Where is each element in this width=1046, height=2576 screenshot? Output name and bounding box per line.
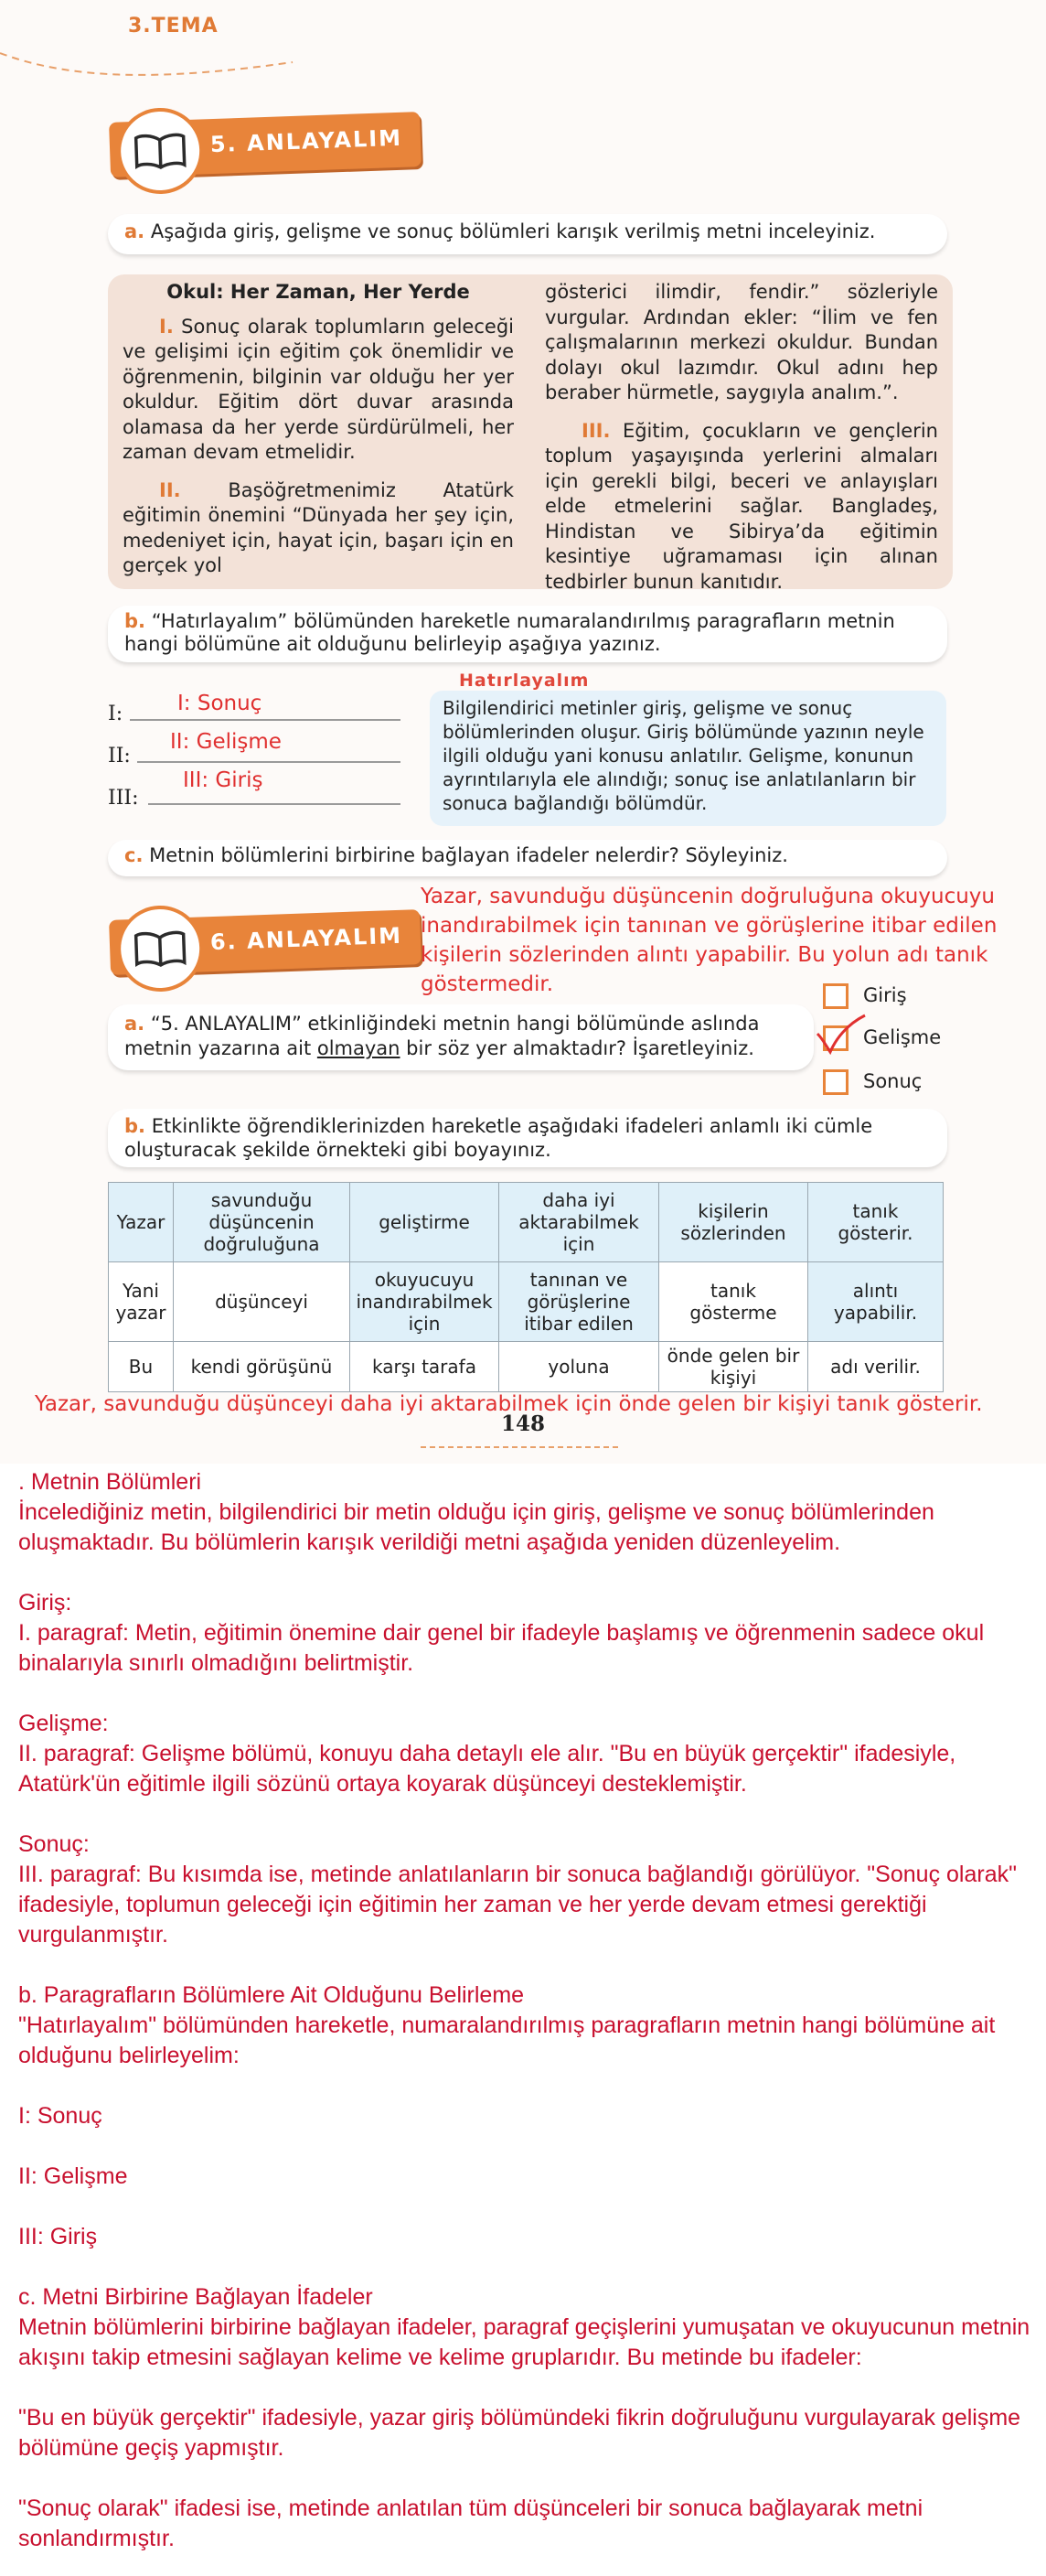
answer-line-1[interactable]	[130, 719, 400, 721]
hint-box	[430, 691, 946, 826]
table-cell[interactable]: kişilerin sözlerinden	[659, 1183, 808, 1262]
paragraph-1-number: I.	[159, 315, 174, 338]
question-5b	[108, 606, 947, 662]
hint-text: Bilgilendirici metinler giriş, gelişme ve sonuç bölümlerinden oluşur. Giriş bölümünde yazının neyle ilgili olduğu yani konusu anlatılır. Gelişme, konunun ayrıntılarıyla ele alındığı; sonuç ise anlatılanların bir sonuca bağlandığı bölümdür.	[443, 697, 924, 814]
paragraph-1-text: Sonuç olarak toplumların geleceği ve gelişimi için eğitim çok önemlidir ve öğrenmenin, bilginin var olduğu her yer okuldur. Eğitim dört duvar arasında olamasa da her yerde sürdürülmeli, her zaman devam etmelidir.	[123, 315, 514, 463]
question-label: b.	[124, 1115, 146, 1137]
answer-heading-1: . Metnin Bölümleri	[18, 1469, 202, 1495]
answer-paragraph: II. paragraf: Gelişme bölümü, konuyu daha detaylı ele alır. "Bu en büyük gerçektir" ifadesiyle, Atatürk'ün eğitimle ilgili sözünü ortaya koyarak düşünceyi desteklemiştir.	[18, 1741, 956, 1797]
answer-line-3[interactable]	[148, 803, 400, 805]
option-giris: Giriş	[863, 984, 907, 1006]
question-5a	[108, 214, 947, 254]
answer-heading: c. Metni Birbirine Bağlayan İfadeler	[18, 2284, 373, 2310]
answer-paragraph: I. paragraf: Metin, eğitimin önemine dair genel bir ifadeyle başlamış ve öğrenmenin sadece okul binalarıyla sınırlı olmadığını belirtmiştir.	[18, 1620, 985, 1676]
table-cell[interactable]: geliştirme	[350, 1183, 499, 1262]
paragraph-2	[123, 478, 514, 579]
answer-heading: Giriş:	[18, 1590, 72, 1615]
phrase-table	[108, 1182, 944, 1392]
table-cell[interactable]: Bu	[109, 1342, 174, 1392]
table-cell[interactable]: Yazar	[109, 1183, 174, 1262]
answer-line: I: Sonuç	[18, 2103, 102, 2129]
section-5-banner	[109, 112, 422, 177]
handwritten-answer-2: II: Gelişme	[170, 730, 282, 754]
handwritten-answer-1: I: Sonuç	[177, 692, 262, 715]
answer-paragraph: "Bu en büyük gerçektir" ifadesiyle, yazar giriş bölümündeki fikrin doğruluğunu vurgulayarak gelişme bölümüne geçiş yapmıştır.	[18, 2405, 1021, 2461]
book-icon	[116, 106, 205, 195]
question-6b	[108, 1109, 947, 1167]
table-cell[interactable]: okuyucuyu inandırabilmek için	[350, 1262, 499, 1342]
table-cell[interactable]: karşı tarafa	[350, 1342, 499, 1392]
table-cell[interactable]: Yani yazar	[109, 1262, 174, 1342]
table-cell[interactable]: tanık gösterme	[659, 1262, 808, 1342]
answer-paragraph: İncelediğiniz metin, bilgilendirici bir metin olduğu için giriş, gelişme ve sonuç bölümlerinden oluşmaktadır. Bu bölümlerin karışık verildiği metni aşağıda yeniden düzenleyelim.	[18, 1499, 934, 1555]
table-cell[interactable]: düşünceyi	[174, 1262, 350, 1342]
option-gelisme: Gelişme	[863, 1026, 942, 1048]
page-number: 148	[501, 1411, 546, 1436]
table-row	[109, 1342, 944, 1392]
table-cell[interactable]: adı verilir.	[808, 1342, 944, 1392]
checkbox-giris[interactable]	[823, 983, 849, 1009]
answer-label-1: I:	[108, 703, 123, 725]
answer-label-3: III:	[108, 787, 139, 810]
question-text: Metnin bölümlerini birbirine bağlayan ifadeler nelerdir? Söyleyiniz.	[149, 844, 788, 866]
paragraph-3-text: Eğitim, çocukların ve gençlerin toplum yaşayışında yerlerini almaları için gerekli bilgi, beceri ve anlayışları elde etmelerini sağlar. Bangladeş, Hindistan ve Sibirya’da eğitimin kesintiye uğramaması için alınan tedbirler bunun kanıtıdır.	[545, 419, 938, 593]
question-label: c.	[124, 844, 144, 866]
answer-line: III: Giriş	[18, 2224, 98, 2249]
reading-text-box	[108, 274, 953, 593]
section-6-title: 6. ANLAYALIM	[209, 922, 403, 956]
paragraph-2-text: Başöğretmenimiz Atatürk eğitimin önemini “Dünyada her şey için, medeniyet için, hayat için, başarı için en gerçek yol	[123, 478, 514, 576]
text-column-left	[123, 280, 514, 579]
theme-label: 3.TEMA	[128, 15, 219, 38]
paragraph-1	[123, 315, 514, 466]
table-cell[interactable]: alıntı yapabilir.	[808, 1262, 944, 1342]
answer-line: II: Gelişme	[18, 2163, 128, 2189]
text-column-right	[545, 280, 938, 595]
question-text: Aşağıda giriş, gelişme ve sonuç bölümleri karışık verilmiş metni inceleyiniz.	[150, 220, 876, 242]
answer-heading: Sonuç:	[18, 1831, 90, 1857]
dashed-decoration	[421, 1444, 622, 1451]
answer-paragraph: III. paragraf: Bu kısımda ise, metinde anlatılanların bir sonuca bağlandığı görülüyor. "Sonuç olarak" ifadesiyle, toplumun geleceği için eğitimin her zaman ve her yerde devam etmesi gerektiği vurgulanmıştır.	[18, 1862, 1017, 1948]
table-cell[interactable]: tanık gösterir.	[808, 1183, 944, 1262]
table-cell[interactable]: önde gelen bir kişiyi	[659, 1342, 808, 1392]
question-text-underlined: olmayan	[316, 1037, 400, 1059]
answer-heading: b. Paragrafların Bölümlere Ait Olduğunu Belirleme	[18, 1982, 525, 2008]
handwritten-sentence: Yazar, savunduğu düşünceyi daha iyi aktarabilmek için önde gelen bir kişiyi tanık gösterir.	[35, 1392, 983, 1416]
question-text: “Hatırlayalım” bölümünden hareketle numaralandırılmış paragrafların metnin hangi bölümüne ait olduğunu belirleyip aşağıya yazınız.	[124, 610, 895, 655]
table-cell[interactable]: yoluna	[499, 1342, 659, 1392]
question-text-part1: “5. ANLAYALIM” etkinliğindeki metnin hangi bölümünde aslında metnin yazarına ait	[124, 1013, 760, 1059]
dashed-decoration	[0, 44, 302, 80]
check-mark-icon	[814, 1012, 869, 1057]
question-text-part2: bir söz yer almaktadır? İşaretleyiniz.	[400, 1037, 754, 1059]
paragraph-2-continued: gösterici ilimdir, fendir.” sözleriyle vurgular. Ardından ekler: “İlim ve fen çalışmalarının merkezi okuldur. Bundan dolayı okul lazımdır. Okul adını hep beraber hürmetle, saygıyla analım.”.	[545, 281, 938, 403]
answer-heading: Gelişme:	[18, 1711, 109, 1736]
section-6-banner	[109, 909, 422, 975]
answer-line-2[interactable]	[137, 761, 400, 763]
text-title: Okul: Her Zaman, Her Yerde	[166, 281, 470, 303]
table-cell[interactable]: kendi görüşünü	[174, 1342, 350, 1392]
paragraph-3	[545, 419, 938, 596]
question-label: a.	[124, 220, 145, 242]
table-row	[109, 1262, 944, 1342]
answer-paragraph: "Sonuç olarak" ifadesi ise, metinde anlatılan tüm düşünceleri bir sonuca bağlayarak metni sonlandırmıştır.	[18, 2496, 923, 2551]
handwritten-answer-3: III: Giriş	[183, 768, 263, 792]
answer-label-2: II:	[108, 745, 131, 767]
paragraph-3-number: III.	[582, 419, 611, 442]
table-row	[109, 1183, 944, 1262]
question-label: b.	[124, 610, 146, 632]
hint-title: Hatırlayalım	[459, 671, 590, 691]
question-text: Etkinlikte öğrendiklerinizden hareketle aşağıdaki ifadeleri anlamlı iki cümle oluşturacak şekilde örnekteki gibi boyayınız.	[124, 1115, 873, 1161]
handwritten-note: Yazar, savunduğu düşüncenin doğruluğuna okuyucuyu inandırabilmek için tanınan ve görüşlerine itibar edilen kişilerin sözlerinden alıntı yapabilir. Bu yolun adı tanık göstermedir.	[421, 885, 998, 996]
table-cell[interactable]: tanınan ve görüşlerine itibar edilen	[499, 1262, 659, 1342]
option-sonuc: Sonuç	[863, 1070, 923, 1092]
question-6a	[108, 1004, 814, 1070]
question-label: a.	[124, 1013, 145, 1035]
section-5-title: 5. ANLAYALIM	[209, 124, 403, 158]
paragraph-2-number: II.	[159, 478, 181, 501]
book-icon	[116, 904, 205, 993]
question-5c	[108, 840, 947, 876]
answer-paragraph: "Hatırlayalım" bölümünden hareketle, numaralandırılmış paragrafların metnin hangi bölümüne ait olduğunu belirleyelim:	[18, 2012, 996, 2068]
table-cell[interactable]: daha iyi aktarabilmek için	[499, 1183, 659, 1262]
table-cell[interactable]: savunduğu düşüncenin doğruluğuna	[174, 1183, 350, 1262]
answer-paragraph: Metnin bölümlerini birbirine bağlayan ifadeler, paragraf geçişlerini yumuşatan ve okuyucunun metnin akışını takip etmesini sağlayan kelime ve kelime gruplarıdır. Bu metinde bu ifadeler:	[18, 2314, 1030, 2370]
checkbox-sonuc[interactable]	[823, 1069, 849, 1095]
